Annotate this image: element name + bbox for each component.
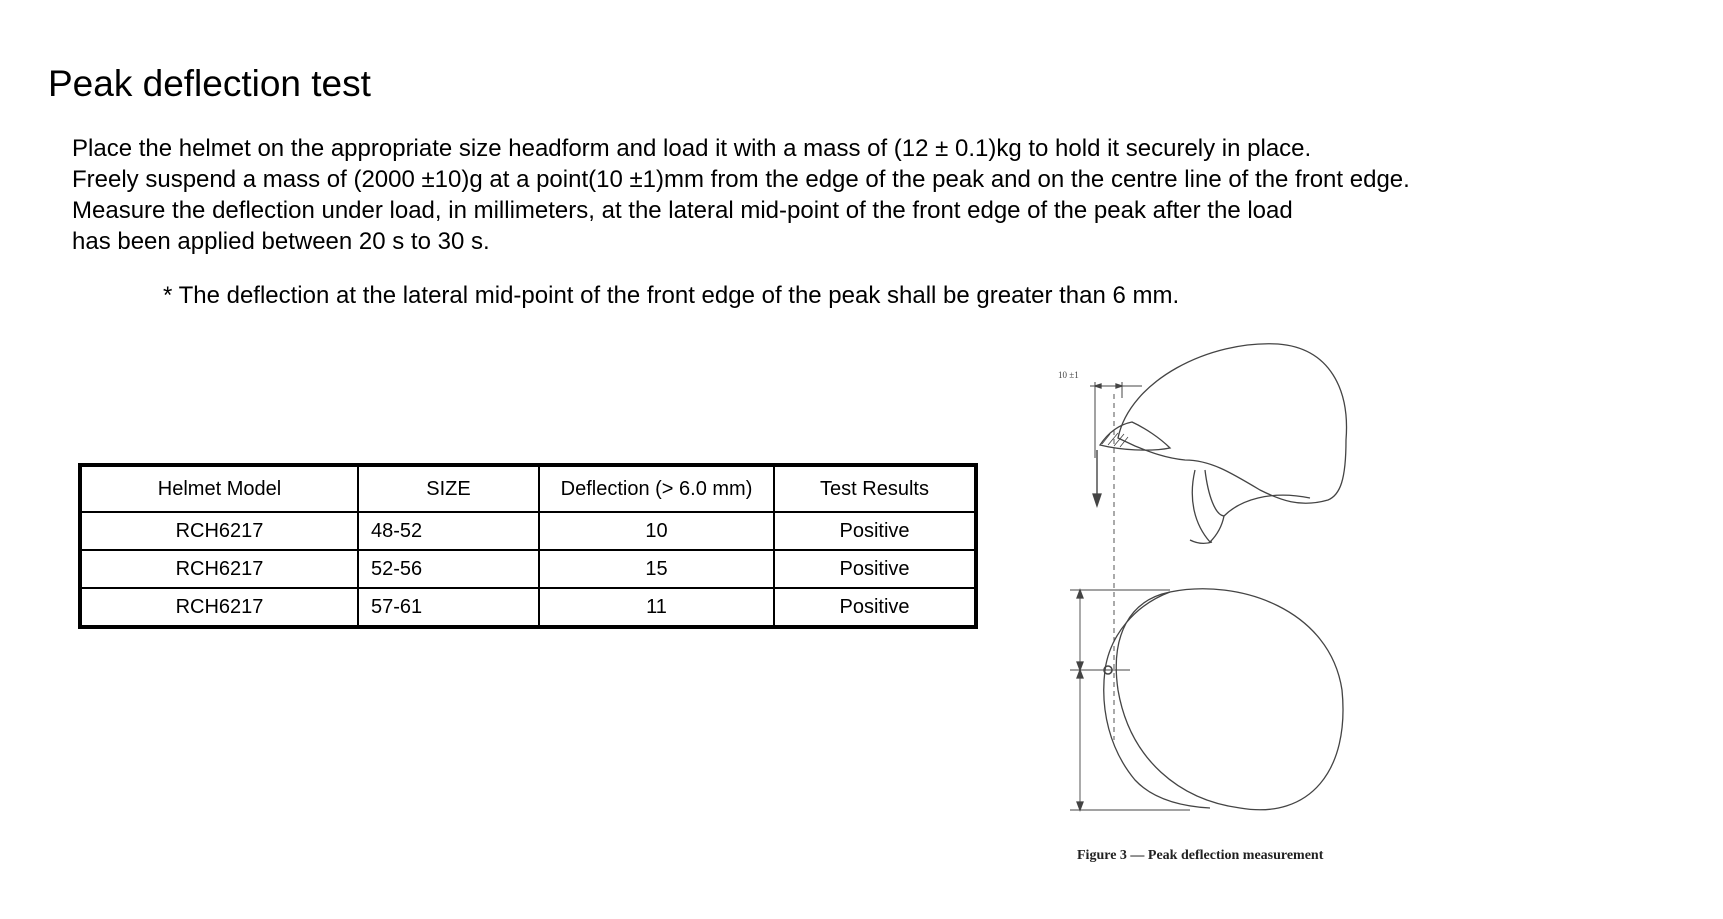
- cell-result: Positive: [774, 588, 976, 627]
- peak-deflection-diagram: [1010, 330, 1460, 870]
- results-table: [78, 463, 978, 629]
- figure-caption-number: Figure 3: [1077, 848, 1127, 863]
- procedure-line: Measure the deflection under load, in millimeters, at the lateral mid-point of the front edge of the peak after the load: [72, 197, 1293, 224]
- cell-result: Positive: [774, 512, 976, 550]
- cell-result: Positive: [774, 550, 976, 588]
- cell-model: RCH6217: [80, 588, 358, 627]
- figure-caption-text: — Peak deflection measurement: [1130, 848, 1324, 863]
- cell-deflection: 10: [539, 512, 774, 550]
- procedure-line: Place the helmet on the appropriate size headform and load it with a mass of (12 ± 0.1)kg to hold it securely in place.: [72, 135, 1312, 162]
- table-row: [80, 588, 976, 627]
- column-header-deflection: Deflection (> 6.0 mm): [539, 465, 774, 512]
- page-title: Peak deflection test: [48, 62, 371, 104]
- cell-deflection: 11: [539, 588, 774, 627]
- dimension-label: 10 ±1: [1058, 370, 1079, 380]
- cell-deflection: 15: [539, 550, 774, 588]
- requirement-note: * The deflection at the lateral mid-point of the front edge of the peak shall be greater than 6 mm.: [163, 282, 1180, 309]
- column-header-result: Test Results: [774, 465, 976, 512]
- procedure-line: has been applied between 20 s to 30 s.: [72, 228, 490, 255]
- test-procedure-paragraph: [72, 133, 1410, 257]
- cell-size: 57-61: [358, 588, 539, 627]
- cell-size: 52-56: [358, 550, 539, 588]
- figure-caption: [1077, 848, 1323, 864]
- cell-model: RCH6217: [80, 512, 358, 550]
- cell-size: 48-52: [358, 512, 539, 550]
- table-row: [80, 512, 976, 550]
- cell-model: RCH6217: [80, 550, 358, 588]
- table-row: [80, 550, 976, 588]
- procedure-line: Freely suspend a mass of (2000 ±10)g at a point(10 ±1)mm from the edge of the peak and on the centre line of the front edge.: [72, 166, 1410, 193]
- column-header-model: Helmet Model: [80, 465, 358, 512]
- column-header-size: SIZE: [358, 465, 539, 512]
- table-header-row: [80, 465, 976, 512]
